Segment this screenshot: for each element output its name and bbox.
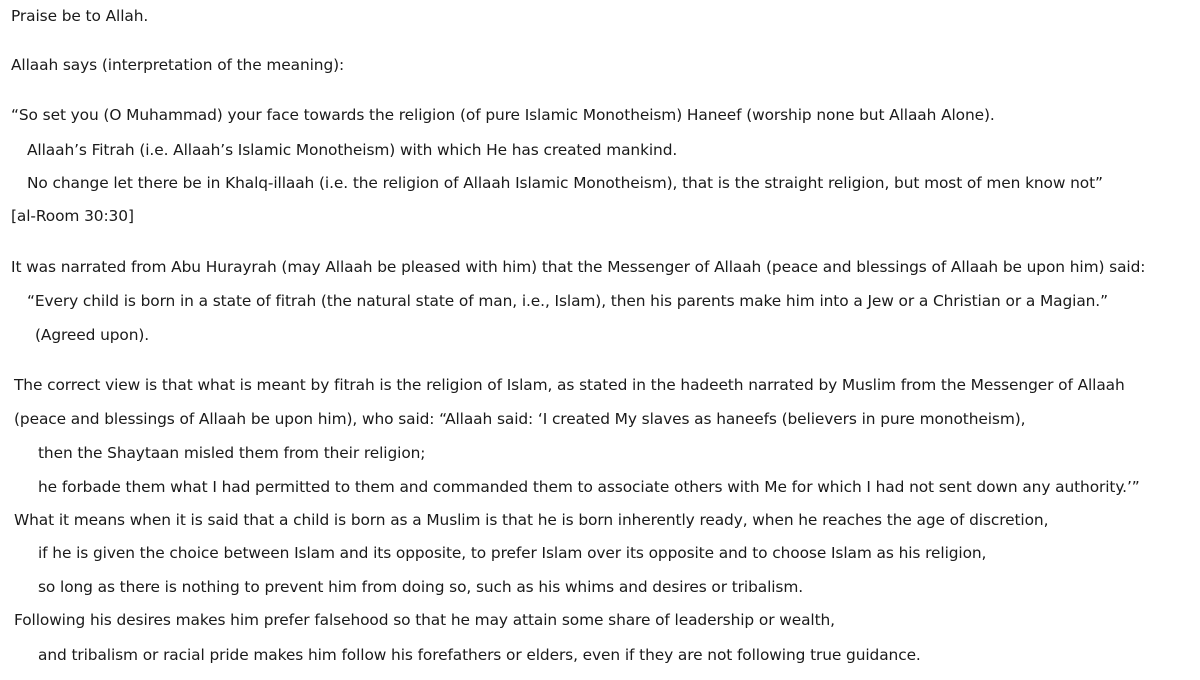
quran-intro-line: Allaah says (interpretation of the meaning): [11, 56, 345, 74]
explanation-line-6: if he is given the choice between Islam and its opposite, to prefer Islam over its opposite and to choose Islam as his religion, [38, 544, 987, 562]
explanation-line-4: he forbade them what I had permitted to them and commanded them to associate others with Me for which I had not sent down any authority.’” [38, 478, 1140, 496]
explanation-line-8: Following his desires makes him prefer falsehood so that he may attain some share of leadership or wealth, [14, 611, 835, 629]
explanation-line-5: What it means when it is said that a child is born as a Muslim is that he is born inherently ready, when he reaches the age of discretion, [14, 511, 1049, 529]
verse-line-3: No change let there be in Khalq-illaah (i.e. the religion of Allaah Islamic Monotheism), that is the straight religion, but most of men know not” [27, 174, 1103, 192]
verse-line-2: Allaah’s Fitrah (i.e. Allaah’s Islamic Monotheism) with which He has created mankind. [27, 141, 678, 159]
explanation-line-2: (peace and blessings of Allaah be upon him), who said: “Allaah said: ‘I created My slaves as haneefs (believers in pure monotheism), [14, 410, 1026, 428]
intro-line: Praise be to Allah. [11, 7, 149, 25]
explanation-line-3: then the Shaytaan misled them from their religion; [38, 444, 426, 462]
verse-line-1: “So set you (O Muhammad) your face towards the religion (of pure Islamic Monotheism) Haneef (worship none but Allaah Alone). [11, 106, 995, 124]
hadith-intro: It was narrated from Abu Hurayrah (may Allaah be pleased with him) that the Messenger of Allaah (peace and blessings of Allaah be upon him) said: [11, 258, 1146, 276]
hadith-text: “Every child is born in a state of fitrah (the natural state of man, i.e., Islam), then his parents make him into a Jew or a Christian or a Magian.” [27, 292, 1108, 310]
verse-reference: [al-Room 30:30] [11, 207, 134, 225]
explanation-line-9: and tribalism or racial pride makes him follow his forefathers or elders, even if they are not following true guidance. [38, 646, 921, 664]
hadith-grading: (Agreed upon). [35, 326, 150, 344]
explanation-line-1: The correct view is that what is meant by fitrah is the religion of Islam, as stated in the hadeeth narrated by Muslim from the Messenger of Allaah [14, 376, 1125, 394]
explanation-line-7: so long as there is nothing to prevent him from doing so, such as his whims and desires or tribalism. [38, 578, 804, 596]
